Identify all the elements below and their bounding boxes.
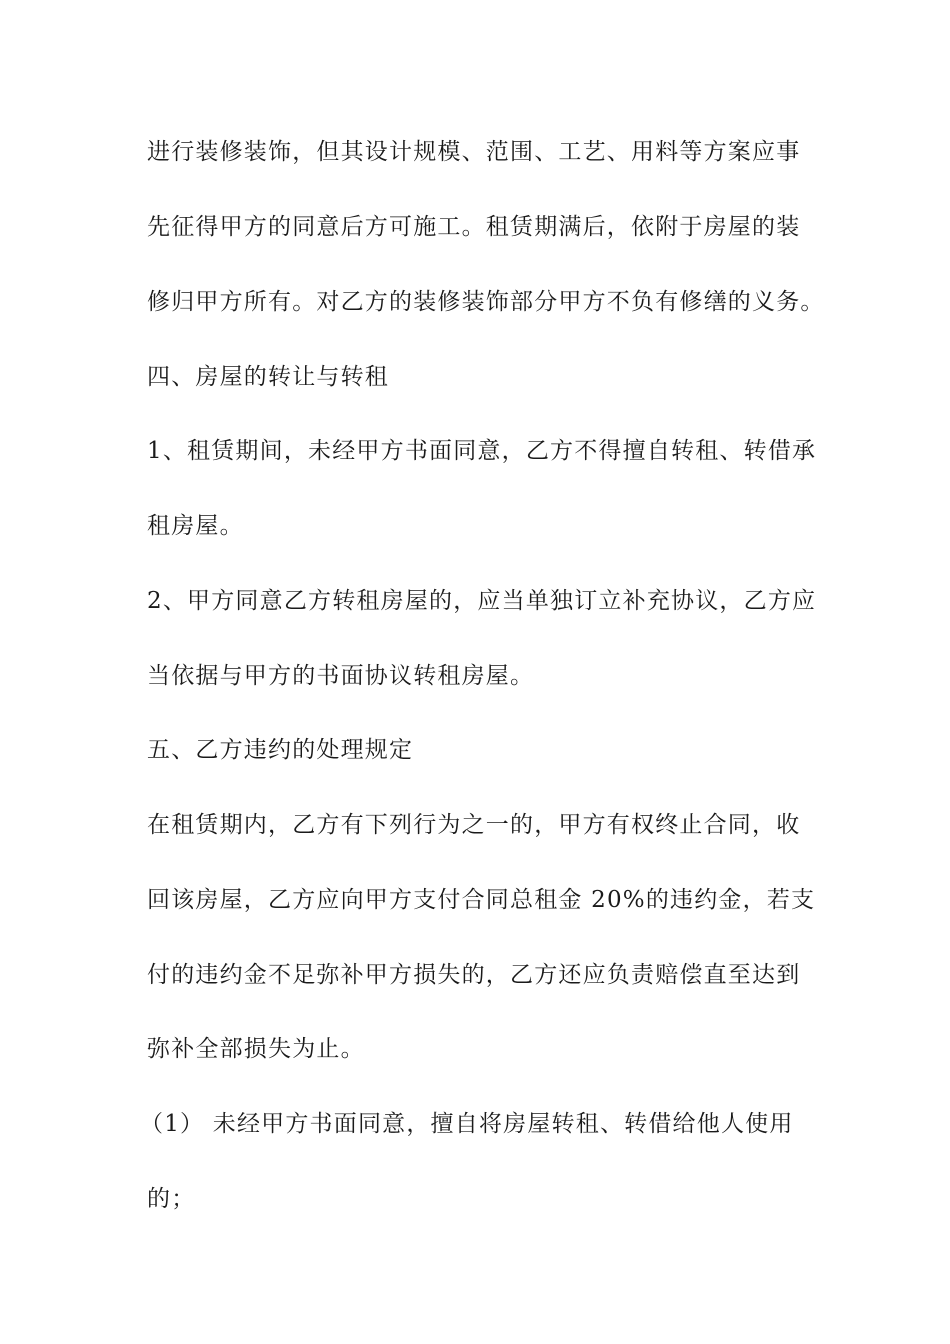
breach-paragraph-line-1: 在租赁期内，乙方有下列行为之一的，甲方有权终止合同，收 — [147, 812, 801, 838]
breach-paragraph-line-2: 回该房屋，乙方应向甲方支付合同总租金 20%的违约金，若支 — [147, 887, 816, 913]
clause-1-line-2: 租房屋。 — [147, 513, 244, 539]
breach-paragraph-line-3: 付的违约金不足弥补甲方损失的，乙方还应负责赔偿直至达到 — [147, 962, 801, 988]
breach-paragraph-line-4: 弥补全部损失为止。 — [147, 1036, 365, 1062]
paragraph-line-3: 修归甲方所有。对乙方的装修装饰部分甲方不负有修缮的义务。 — [147, 289, 825, 315]
paragraph-line-2: 先征得甲方的同意后方可施工。租赁期满后，依附于房屋的装 — [147, 214, 801, 240]
breach-item-1-line-1: （1） 未经甲方书面同意，擅自将房屋转租、转借给他人使用 — [140, 1111, 794, 1137]
clause-2-line-2: 当依据与甲方的书面协议转租房屋。 — [147, 663, 535, 689]
section-heading-4: 四、房屋的转让与转租 — [147, 364, 389, 390]
paragraph-line-1: 进行装修装饰，但其设计规模、范围、工艺、用料等方案应事 — [147, 139, 801, 165]
breach-item-1-line-2: 的； — [147, 1186, 196, 1212]
clause-2-line-1: 2、甲方同意乙方转租房屋的，应当单独订立补充协议，乙方应 — [147, 588, 817, 614]
clause-1-line-1: 1、租赁期间，未经甲方书面同意，乙方不得擅自转租、转借承 — [147, 438, 817, 464]
section-heading-5: 五、乙方违约的处理规定 — [147, 737, 414, 763]
